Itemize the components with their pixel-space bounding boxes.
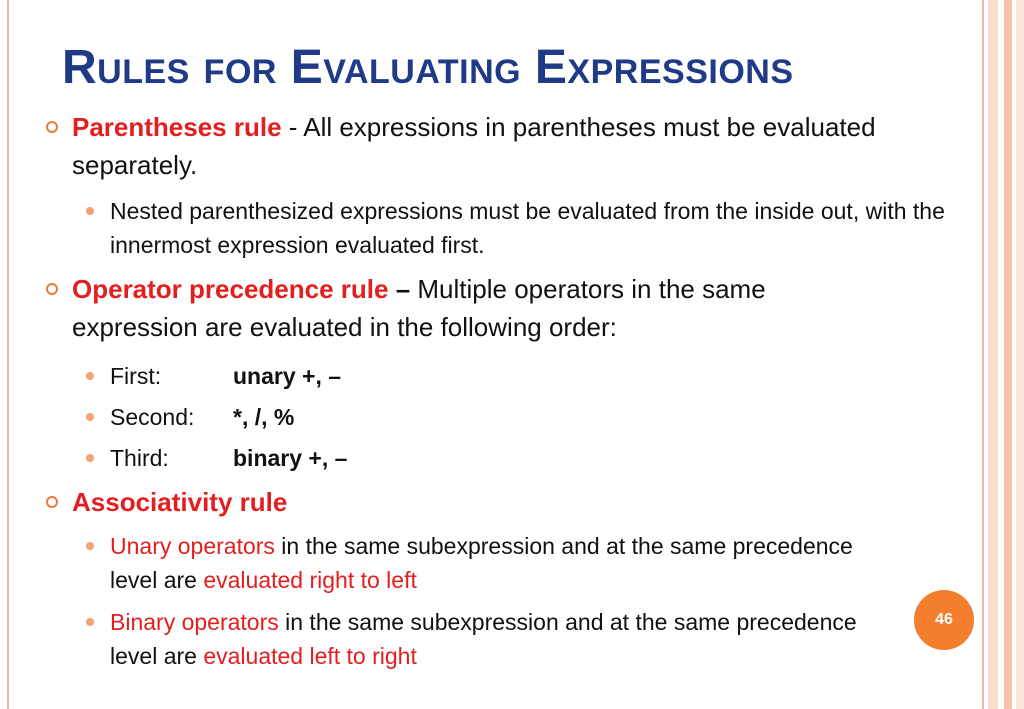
binary-mid: in the same subexpression and at the same precedence level are [110, 609, 857, 669]
hollow-bullet-icon [46, 496, 58, 508]
rule-text: Multiple operators in the same expression are evaluated in the following order: [72, 274, 766, 342]
sub-point-binary [44, 605, 890, 673]
unary-lead: Unary operators [110, 533, 275, 559]
binary-lead: Binary operators [110, 609, 279, 635]
dot-bullet-icon [86, 618, 94, 626]
hollow-bullet-icon [46, 121, 58, 133]
rule-precedence [44, 270, 862, 346]
order-first [44, 356, 964, 397]
order-label: First: [110, 363, 162, 389]
slide-body [44, 108, 964, 673]
left-border-line [7, 0, 9, 709]
order-label: Third: [110, 445, 169, 471]
order-ops: *, /, % [233, 404, 295, 430]
sub-point-unary [44, 529, 890, 597]
order-ops: unary +, – [233, 363, 342, 389]
rule-text: - All expressions in parentheses must be evaluated separately. [72, 112, 876, 180]
slide-title: Rules for Evaluating Expressions [62, 41, 794, 94]
unary-mid: in the same subexpression and at the same precedence level are [110, 533, 853, 593]
order-label: Second: [110, 404, 195, 430]
rule-name: Operator precedence rule [72, 274, 389, 304]
dot-bullet-icon [86, 542, 94, 550]
rule-parentheses [44, 108, 964, 184]
dot-bullet-icon [86, 454, 94, 462]
dot-bullet-icon [86, 372, 94, 380]
order-ops: binary +, – [233, 445, 348, 471]
dot-bullet-icon [86, 207, 94, 215]
sub-point-nested [44, 194, 950, 262]
rule-dash: – [388, 274, 418, 304]
binary-end: evaluated left to right [203, 643, 417, 669]
hollow-bullet-icon [46, 283, 58, 295]
order-third [44, 438, 964, 479]
rule-name: Parentheses rule [72, 112, 282, 142]
right-decorative-stripes [974, 0, 1024, 709]
rule-associativity [44, 483, 964, 521]
sub-point-text: Nested parenthesized expressions must be evaluated from the inside out, with the innermost expression evaluated first. [110, 198, 945, 258]
unary-end: evaluated right to left [203, 567, 417, 593]
rule-name: Associativity rule [72, 487, 288, 517]
page-number-badge: 46 [914, 590, 974, 650]
dot-bullet-icon [86, 413, 94, 421]
order-second [44, 397, 964, 438]
